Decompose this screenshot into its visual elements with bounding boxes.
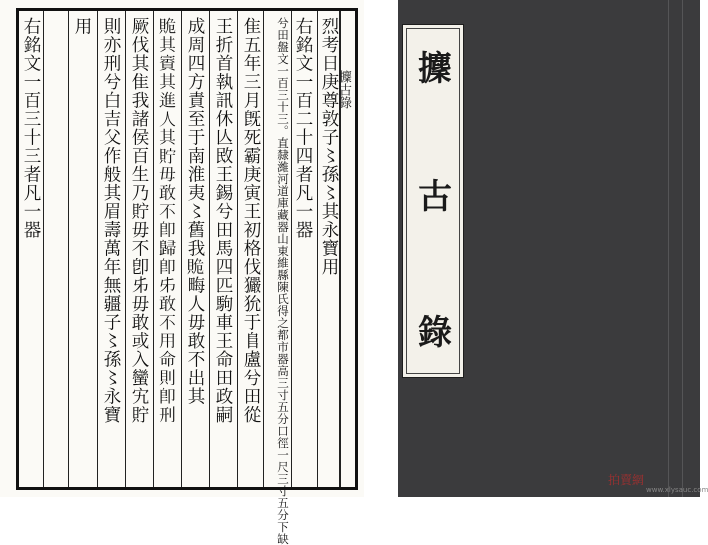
column-rule	[209, 11, 210, 487]
title-char-3: 錄	[418, 313, 452, 353]
gutter-title: 攈古錄	[336, 70, 351, 109]
text-column-6: 成周四方責至于南淮夷〻舊我𧵥畮人毋敢不出其	[185, 17, 205, 406]
column-rule	[68, 11, 69, 487]
text-column-1: 烈考日庚尊敦子〻孫〻其永寶用	[319, 17, 339, 276]
title-char-2: 古	[418, 177, 452, 217]
watermark-url: www.xlysauc.com	[646, 486, 708, 494]
column-rule	[237, 11, 238, 487]
title-label-border	[406, 28, 460, 374]
text-column-9: 則亦刑兮白吉父作般其眉壽萬年無疆子〻孫〻永寶	[101, 17, 121, 424]
text-column-2: 右銘文一百二十四者凡一器	[293, 17, 313, 239]
page-divider	[364, 0, 398, 497]
watermark-text: 拍賣網	[608, 473, 645, 487]
text-column-8: 厥伐其隹我諸侯百生乃貯毋不卽𠂔毋敢或入蠻宄貯	[129, 17, 149, 424]
text-column-11: 右銘文一百三十三者凡一器	[21, 17, 41, 239]
page-frame	[16, 8, 358, 545]
title-label	[402, 24, 464, 378]
text-column-3: 兮田盤文一百三十三。直隸濰河道庫藏器山東維縣陳氏得之都市器高三寸五分口徑一尺三寸五分下缺	[276, 17, 290, 545]
binding-thread	[668, 0, 669, 497]
column-rule	[263, 11, 264, 487]
column-rule	[181, 11, 182, 487]
column-rule	[153, 11, 154, 487]
text-column-10: 用	[72, 17, 92, 36]
column-rule	[125, 11, 126, 487]
title-char-1: 攈	[418, 49, 452, 89]
binding-thread	[682, 0, 683, 497]
text-column-7: 𧵥其賨其進人其貯毋敢不卽歸卽𠂔敢不用命則卽刑	[157, 17, 177, 424]
column-rule	[43, 11, 44, 487]
column-rule	[97, 11, 98, 487]
text-column-5: 王折首執訊休亾敃王錫兮田馬四匹駒車王命田政嗣	[213, 17, 233, 424]
text-column-4: 隹五年三月旣死霸庚寅王初格伐玁狁于𨸏盧兮田從	[241, 17, 261, 424]
